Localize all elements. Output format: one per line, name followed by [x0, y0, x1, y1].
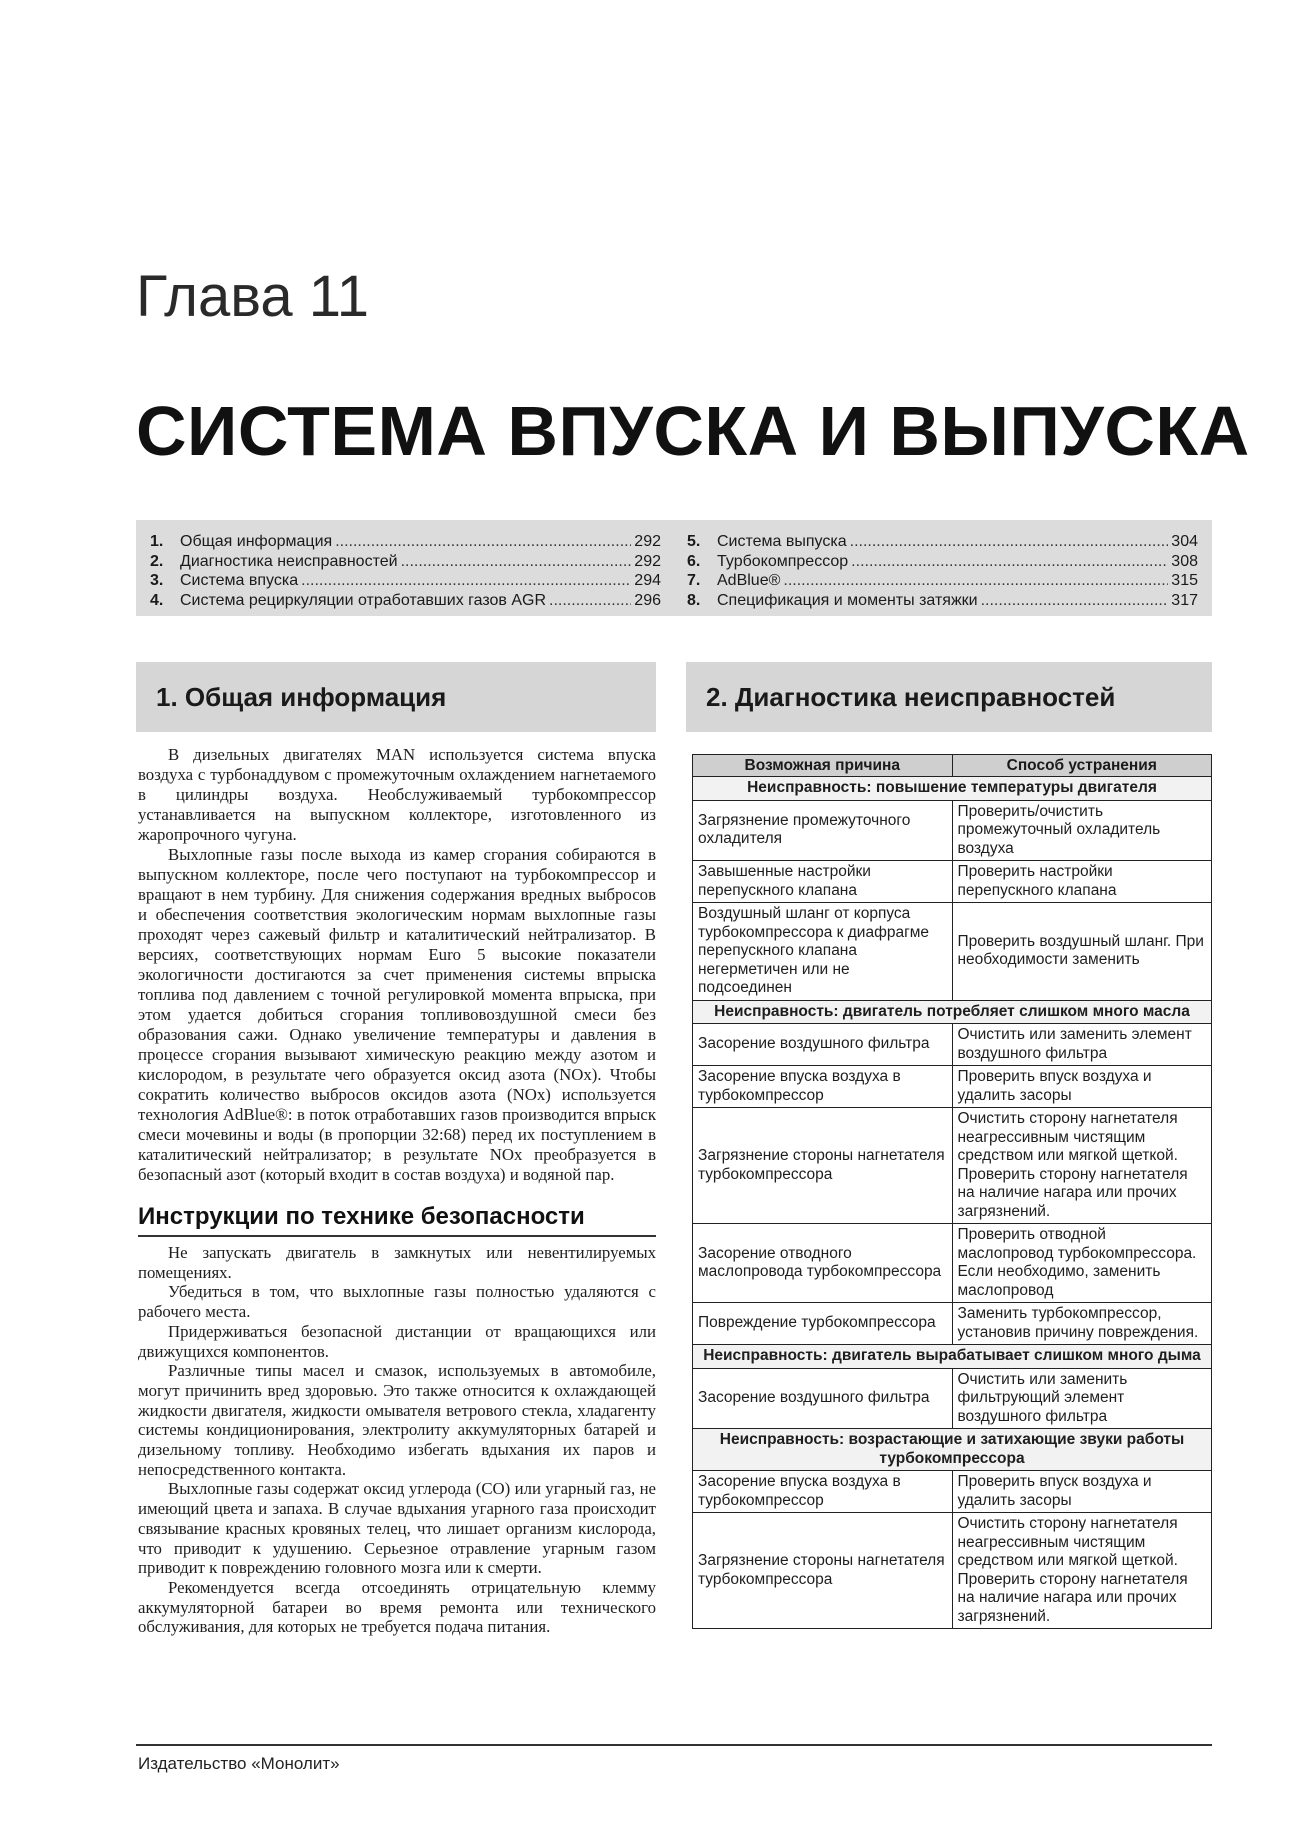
fault-group-title: Неисправность: двигатель вырабатывает слишком много дыма [693, 1345, 1212, 1369]
table-of-contents [136, 520, 1212, 616]
cause-cell: Загрязнение промежуточного охладителя [693, 800, 953, 861]
table-row [693, 1066, 1212, 1108]
footer-publisher: Издательство «Монолит» [138, 1754, 340, 1773]
safety-text [138, 1243, 656, 1637]
cause-cell: Засорение воздушного фильтра [693, 1024, 953, 1066]
table-row [693, 903, 1212, 1001]
toc-leader [783, 571, 1168, 591]
toc-leader [301, 571, 631, 591]
section-2-heading: 2. Диагностика неисправностей [686, 662, 1212, 732]
toc-title: AdBlue® [717, 572, 781, 589]
toc-title: Система рециркуляции отработавших газов AGR [180, 591, 547, 609]
table-row [693, 1513, 1212, 1629]
toc-item[interactable] [687, 571, 1198, 591]
table-row [693, 1368, 1212, 1429]
body-paragraph: Убедиться в том, что выхлопные газы полностью удаляются с рабочего места. [138, 1282, 656, 1322]
toc-title: Система впуска [180, 572, 299, 589]
fault-group-title: Неисправность: двигатель потребляет слишком много масла [693, 1000, 1212, 1024]
cause-cell: Загрязнение стороны нагнетателя турбокомпрессора [693, 1108, 953, 1224]
fix-cell: Проверить впуск воздуха и удалить засоры [952, 1066, 1212, 1108]
table-row [693, 1471, 1212, 1513]
fix-cell: Проверить впуск воздуха и удалить засоры [952, 1471, 1212, 1513]
toc-page: 294 [634, 572, 661, 589]
table-row [693, 1108, 1212, 1224]
fault-group-title: Неисправность: повышение температуры двигателя [693, 777, 1212, 801]
toc-title: Диагностика неисправностей [180, 552, 398, 570]
toc-leader [851, 552, 1168, 572]
table-row [693, 1024, 1212, 1066]
toc-item[interactable] [150, 532, 661, 552]
group-row [693, 1429, 1212, 1471]
toc-leader [335, 532, 631, 552]
cause-cell: Повреждение турбокомпрессора [693, 1303, 953, 1345]
fix-cell: Очистить сторону нагнетателя неагрессивным чистящим средством или мягкой щеткой. Проверить сторону нагнетателя на наличие нагара или прочих загрязнений. [952, 1513, 1212, 1629]
toc-column-right [687, 532, 1198, 616]
table-row [693, 1224, 1212, 1303]
column-header-cause: Возможная причина [693, 755, 953, 777]
body-paragraph: Не запускать двигатель в замкнутых или невентилируемых помещениях. [138, 1243, 656, 1282]
toc-number: 6. [687, 552, 701, 570]
fix-cell: Проверить настройки перепускного клапана [952, 861, 1212, 903]
body-paragraph: Выхлопные газы после выхода из камер сгорания собираются в выпускном коллекторе, после чего поступают на турбокомпрессор и вращают в нем турбину. Для снижения содержания вредных выбросов и обеспечения соответствия экологическим нормам выхлопные газы проходят через сажевый фильтр и каталитический нейтрализатор. В версиях, соответствующих нормам Euro 5 высокие показатели экологичности достигаются за счет применения системы впрыска топлива под давлением с точной регулировкой момента впрыска, при этом удается добиться сгорания топливовоздушной смеси без образования сажи. Однако увеличение температуры и давления в процессе сгорания вызывают химическую реакцию между азотом и кислородом, в результате чего образуется оксид азота (NOx). Чтобы сократить количество выбросов оксидов азота (NOx) используется технология AdBlue®: в поток отработавших газов производится впрыск смеси мочевины и воды (в пропорции 32:68) перед их поступлением в каталитический нейтрализатор; в результате NOx преобразуется в безопасный азот (который входит в состав воздуха) и водяной пар. [138, 845, 656, 1184]
toc-item[interactable] [687, 552, 1198, 572]
toc-leader [549, 591, 631, 611]
table-row [693, 1303, 1212, 1345]
fix-cell: Проверить/очистить промежуточный охладитель воздуха [952, 800, 1212, 861]
column-header-fix: Способ устранения [952, 755, 1212, 777]
toc-number: 7. [687, 572, 701, 589]
cause-cell: Засорение воздушного фильтра [693, 1368, 953, 1429]
toc-item[interactable] [687, 591, 1198, 611]
table-row [693, 800, 1212, 861]
toc-item[interactable] [150, 591, 661, 611]
toc-number: 5. [687, 533, 701, 550]
toc-item[interactable] [150, 552, 661, 572]
left-column [138, 745, 656, 1637]
body-paragraph: Различные типы масел и смазок, используемых в автомобиле, могут причинить вред здоровью. Это также относится к охлаждающей жидкости двигателя, жидкости омывателя ветрового стекла, хладагенту системы кондиционирования, электролиту аккумуляторных батарей и дизельному топливу. Необходимо избегать вдыхания их паров и непосредственного контакта. [138, 1361, 656, 1479]
group-row [693, 1345, 1212, 1369]
toc-number: 1. [150, 533, 164, 550]
toc-page: 317 [1171, 591, 1198, 609]
toc-leader [850, 532, 1169, 552]
toc-number: 3. [150, 572, 164, 589]
chapter-label: Глава 11 [136, 264, 369, 329]
cause-cell: Засорение отводного маслопровода турбокомпрессора [693, 1224, 953, 1303]
safety-heading: Инструкции по технике безопасности [138, 1203, 656, 1237]
toc-title: Турбокомпрессор [717, 552, 849, 570]
body-paragraph: Придерживаться безопасной дистанции от вращающихся или движущихся компонентов. [138, 1321, 656, 1361]
cause-cell: Воздушный шланг от корпуса турбокомпрессора к диафрагме перепускного клапана негерметичен или не подсоединен [693, 903, 953, 1001]
chapter-title: СИСТЕМА ВПУСКА И ВЫПУСКА [136, 392, 1250, 470]
footer-divider [136, 1744, 1212, 1746]
fix-cell: Заменить турбокомпрессор, установив причину повреждения. [952, 1303, 1212, 1345]
toc-page: 292 [634, 533, 661, 550]
toc-page: 292 [634, 552, 661, 570]
fix-cell: Очистить сторону нагнетателя неагрессивным чистящим средством или мягкой щеткой. Проверить сторону нагнетателя на наличие нагара или прочих загрязнений. [952, 1108, 1212, 1224]
toc-number: 2. [150, 552, 164, 570]
toc-number: 4. [150, 591, 164, 609]
toc-leader [981, 591, 1169, 611]
group-row [693, 1000, 1212, 1024]
toc-leader [401, 552, 632, 572]
body-paragraph: Рекомендуется всегда отсоединять отрицательную клемму аккумуляторной батареи во время ремонта или технического обслуживания, для которых не требуется подача питания. [138, 1577, 656, 1637]
toc-page: 315 [1171, 572, 1198, 589]
toc-title: Общая информация [180, 533, 333, 550]
toc-item[interactable] [687, 532, 1198, 552]
toc-title: Спецификация и моменты затяжки [717, 591, 978, 609]
toc-number: 8. [687, 591, 701, 609]
table-row [693, 861, 1212, 903]
body-paragraph: Выхлопные газы содержат оксид углерода (CO) или угарный газ, не имеющий цвета и запаха. В случае вдыхания угарного газа происходит связывание красных кровяных телец, что лишает организм кислорода, что приводит к удушению. Серьезное отравление угарным газом приводит к повреждению головного мозга или к смерти. [138, 1479, 656, 1578]
cause-cell: Засорение впуска воздуха в турбокомпрессор [693, 1471, 953, 1513]
cause-cell: Загрязнение стороны нагнетателя турбокомпрессора [693, 1513, 953, 1629]
section-1-heading: 1. Общая информация [136, 662, 656, 732]
cause-cell: Завышенные настройки перепускного клапана [693, 861, 953, 903]
toc-title: Система выпуска [717, 533, 847, 550]
diagnostics-table [692, 754, 1212, 1629]
fix-cell: Очистить или заменить фильтрующий элемент воздушного фильтра [952, 1368, 1212, 1429]
table-header-row [693, 755, 1212, 777]
fix-cell: Очистить или заменить элемент воздушного фильтра [952, 1024, 1212, 1066]
group-row [693, 777, 1212, 801]
fault-group-title: Неисправность: возрастающие и затихающие звуки работы турбокомпрессора [693, 1429, 1212, 1471]
body-paragraph: В дизельных двигателях MAN используется система впуска воздуха с турбонаддувом с промежуточным охлаждением нагнетаемого в цилиндры воздуха. Необслуживаемый турбокомпрессор устанавливается на выпускном коллекторе, изготовленного из жаропрочного чугуна. [138, 745, 656, 844]
toc-column-left [150, 532, 661, 616]
toc-page: 296 [634, 591, 661, 609]
toc-page: 308 [1171, 552, 1198, 570]
toc-item[interactable] [150, 571, 661, 591]
toc-page: 304 [1171, 533, 1198, 550]
cause-cell: Засорение впуска воздуха в турбокомпрессор [693, 1066, 953, 1108]
fix-cell: Проверить воздушный шланг. При необходимости заменить [952, 903, 1212, 1001]
fix-cell: Проверить отводной маслопровод турбокомпрессора. Если необходимо, заменить маслопровод [952, 1224, 1212, 1303]
